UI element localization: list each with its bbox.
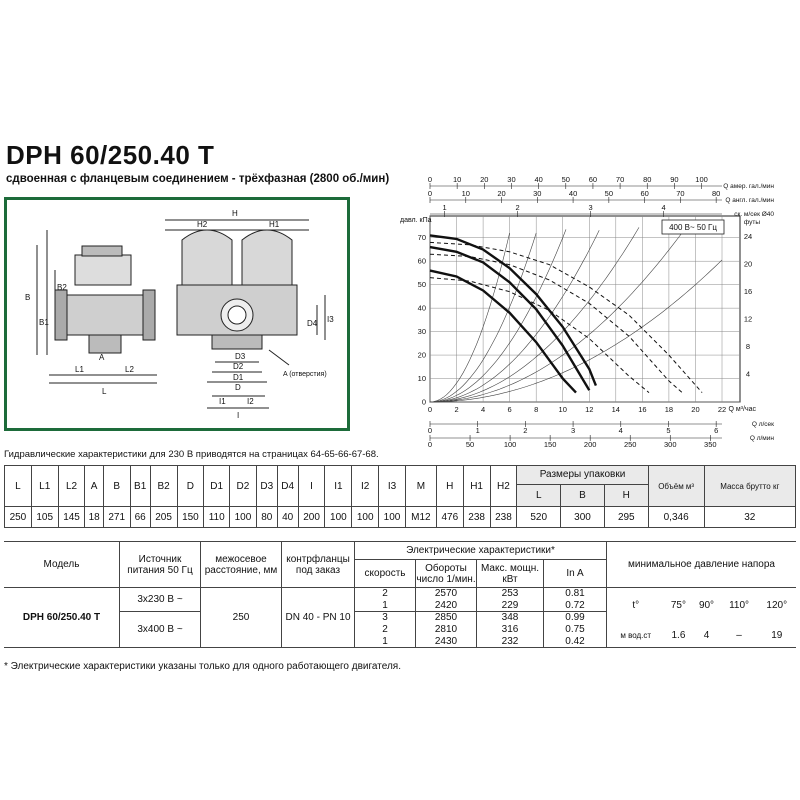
y-tick-label: 40 bbox=[417, 303, 426, 313]
temp-cell: t° bbox=[607, 588, 665, 624]
dim-label-b1: B1 bbox=[39, 318, 49, 327]
right-tick-label: 8 bbox=[745, 342, 751, 351]
dim-label-b2: B2 bbox=[57, 283, 67, 292]
power-230: 3x230 В ~ bbox=[120, 588, 201, 612]
kw-cell: 348 bbox=[477, 612, 544, 624]
top-tick-label: 10 bbox=[452, 175, 462, 184]
y-tick-label: 60 bbox=[417, 256, 426, 266]
pack-sub-label: H bbox=[622, 490, 630, 501]
rpm-cell: 2810 bbox=[416, 624, 477, 636]
dim-header-cell: H1 bbox=[463, 466, 490, 507]
kw-cell: 232 bbox=[477, 636, 544, 648]
h-elec: Электрические характеристики* bbox=[355, 542, 607, 560]
pack-value-cell: 300 bbox=[561, 507, 605, 528]
motor-side bbox=[75, 255, 131, 285]
electrical-table bbox=[4, 541, 796, 648]
x-tick-label: 16 bbox=[638, 405, 647, 414]
top-tick-label: 4 bbox=[661, 203, 666, 212]
top-axis-label: ск. м/сек Ø40 bbox=[734, 211, 774, 218]
top-tick-label: 10 bbox=[461, 189, 470, 198]
dim-label-d2: D2 bbox=[233, 362, 244, 371]
dim-label-d4: D4 bbox=[307, 319, 318, 328]
pack-sub-label: L bbox=[517, 485, 561, 506]
press-cell: – bbox=[721, 624, 758, 648]
dim-value-cell: 100 bbox=[325, 507, 352, 528]
h-speed: скорость bbox=[355, 560, 416, 588]
bottom-tick-label: 6 bbox=[714, 426, 719, 435]
dim-value-cell: 476 bbox=[436, 507, 463, 528]
h-flange: контрфланцы под заказ bbox=[282, 542, 355, 588]
top-tick-label: 100 bbox=[695, 175, 708, 184]
bottom-axis-label: Q л/сек bbox=[751, 421, 774, 428]
bottom-tick-label: 2 bbox=[523, 426, 528, 435]
mass-header: Масса брутто кг bbox=[704, 466, 795, 507]
top-tick-label: 80 bbox=[711, 189, 721, 198]
series-curve-4 bbox=[430, 242, 702, 392]
bottom-tick-label: 300 bbox=[664, 440, 677, 449]
press-cell: м вод.ст bbox=[607, 624, 665, 648]
h-axis: межосевое расстояние, мм bbox=[201, 542, 282, 588]
dim-label-i1: I1 bbox=[219, 397, 226, 406]
dim-header-cell: L2 bbox=[58, 466, 85, 507]
top-axis-label: Q амер. гал./мин bbox=[723, 183, 774, 190]
x-tick-label: 10 bbox=[558, 405, 567, 414]
bottom-tick-label: 0 bbox=[427, 426, 433, 435]
x-tick-label: 6 bbox=[507, 405, 512, 414]
system-curve bbox=[430, 230, 599, 402]
dim-label-h1: H1 bbox=[269, 220, 280, 229]
dim-header-cell: L bbox=[5, 466, 32, 507]
h-model: Модель bbox=[4, 542, 120, 588]
dim-header-cell: I bbox=[298, 466, 325, 507]
top-tick-label: 50 bbox=[561, 175, 570, 184]
dim-value-cell: 145 bbox=[58, 507, 85, 528]
bottom-axis-label: Q л/мин bbox=[749, 435, 774, 442]
right-tick-label: 4 bbox=[745, 369, 751, 379]
dim-header-cell: D4 bbox=[277, 466, 298, 507]
top-tick-label: 30 bbox=[507, 175, 516, 184]
flange-cell: DN 40 - PN 10 bbox=[282, 588, 355, 648]
x-tick-label: 2 bbox=[454, 405, 459, 414]
bottom-tick-label: 1 bbox=[475, 426, 480, 435]
motor-left bbox=[182, 230, 232, 285]
dim-label-i2: I2 bbox=[247, 397, 254, 406]
dim-value-cell: 100 bbox=[230, 507, 257, 528]
top-tick-label: 30 bbox=[533, 189, 542, 198]
footnote: * Электрические характеристики указаны только для одного работающего двигателя. bbox=[4, 661, 401, 672]
top-tick-label: 20 bbox=[497, 189, 506, 198]
bottom-tick-label: 250 bbox=[623, 440, 637, 449]
bottom-tick-label: 150 bbox=[543, 440, 557, 449]
top-tick-label: 60 bbox=[640, 189, 649, 198]
dim-label-l1: L1 bbox=[75, 365, 84, 374]
dim-header-cell: I3 bbox=[379, 466, 406, 507]
bottom-tick-label: 0 bbox=[427, 440, 433, 449]
dim-value-cell: 100 bbox=[379, 507, 406, 528]
bottom-tick-label: 5 bbox=[666, 426, 671, 435]
dim-label-h: H bbox=[232, 209, 238, 218]
press-cell: 1.6 bbox=[664, 624, 692, 648]
pack-value-cell: 520 bbox=[517, 507, 561, 528]
dim-header-cell: I2 bbox=[352, 466, 379, 507]
top-tick-label: 70 bbox=[615, 175, 625, 184]
dim-header-cell: I1 bbox=[325, 466, 352, 507]
rpm-cell: 2850 bbox=[416, 612, 477, 624]
top-tick-label: 2 bbox=[515, 203, 520, 212]
pack-header: Размеры упаковки bbox=[517, 466, 647, 485]
y-axis-label: давл. кПа bbox=[400, 217, 432, 224]
dim-value-cell: 110 bbox=[204, 507, 230, 528]
bottom-tick-label: 200 bbox=[583, 440, 597, 449]
y-tick-label: 10 bbox=[417, 374, 426, 384]
x-tick-label: 18 bbox=[664, 405, 674, 414]
dim-label-a: A bbox=[99, 353, 105, 362]
dim-label-d1: D1 bbox=[233, 373, 244, 382]
axis-cell: 250 bbox=[201, 588, 282, 648]
dim-label-b: B bbox=[25, 293, 31, 302]
x-tick-label: 20 bbox=[691, 405, 700, 414]
dim-label-i3: I3 bbox=[327, 315, 334, 324]
top-tick-label: 20 bbox=[480, 175, 489, 184]
temp-cell: 110° bbox=[729, 600, 750, 612]
hydraulic-note: Гидравлические характеристики для 230 В приводятся на страницах 64-65-66-67-68. bbox=[4, 449, 379, 460]
y-tick-label: 20 bbox=[417, 350, 426, 360]
right-tick-label: 12 bbox=[743, 314, 753, 324]
mass-value: 32 bbox=[704, 507, 795, 528]
right-tick-label: 24 bbox=[743, 232, 753, 241]
bottom-tick-label: 4 bbox=[618, 426, 623, 435]
rpm-cell: 2430 bbox=[416, 636, 477, 648]
y-tick-label: 0 bbox=[421, 397, 426, 407]
temp-cell: 75° bbox=[670, 600, 686, 612]
pack-sub-label: B bbox=[561, 485, 605, 506]
dim-header-cell: H2 bbox=[490, 466, 517, 507]
top-tick-label: 90 bbox=[670, 175, 679, 184]
speed-cell: 2 bbox=[355, 588, 416, 600]
power-400: 3x400 В ~ bbox=[120, 612, 201, 648]
series-curve-1 bbox=[430, 235, 596, 385]
dim-label-l2: L2 bbox=[125, 365, 134, 374]
press-cell: 4 bbox=[692, 624, 720, 648]
series-curve-5 bbox=[430, 254, 682, 392]
dim-label-d3: D3 bbox=[235, 352, 246, 361]
dim-value-cell: 250 bbox=[5, 507, 32, 528]
system-curve bbox=[430, 229, 566, 402]
dim-header-cell: L1 bbox=[31, 466, 58, 507]
temp-cell: 90° bbox=[698, 600, 715, 612]
y-tick-label: 70 bbox=[417, 233, 426, 243]
x-tick-label: 8 bbox=[534, 405, 539, 414]
top-tick-label: 70 bbox=[676, 189, 685, 198]
dim-header-cell: B2 bbox=[150, 466, 177, 507]
dimensions-header-row bbox=[5, 466, 796, 507]
dim-value-cell: 18 bbox=[85, 507, 103, 528]
x-tick-label: 14 bbox=[611, 405, 620, 414]
dim-value-cell: 238 bbox=[490, 507, 517, 528]
dim-header-cell: B bbox=[103, 466, 130, 507]
h-rpm: Обороты число 1/мин. bbox=[416, 560, 477, 588]
dim-value-cell: 271 bbox=[103, 507, 130, 528]
dim-value-cell: 40 bbox=[277, 507, 298, 528]
motor-right bbox=[242, 230, 292, 285]
dim-label-d: D bbox=[235, 383, 241, 392]
top-axis-label: Q англ. гал./мин bbox=[725, 197, 774, 204]
y-tick-label: 30 bbox=[417, 327, 426, 337]
series-curve-6 bbox=[430, 278, 649, 393]
technical-drawing bbox=[4, 197, 350, 431]
kw-cell: 316 bbox=[477, 624, 544, 636]
top-tick-label: 0 bbox=[427, 175, 433, 184]
dim-value-cell: 205 bbox=[150, 507, 177, 528]
performance-chart bbox=[360, 175, 785, 449]
kw-cell: 229 bbox=[477, 600, 544, 612]
dim-value-cell: M12 bbox=[405, 507, 436, 528]
system-curve bbox=[430, 228, 686, 402]
dim-label-h2: H2 bbox=[197, 220, 208, 229]
top-tick-label: 50 bbox=[604, 189, 614, 198]
chart-series bbox=[430, 235, 702, 392]
kw-cell: 253 bbox=[477, 588, 544, 600]
dim-header-cell: D2 bbox=[230, 466, 257, 507]
right-tick-label: 16 bbox=[743, 287, 753, 296]
speed-cell: 2 bbox=[355, 624, 416, 636]
x-tick-label: 22 bbox=[717, 405, 727, 414]
in-cell: 0.72 bbox=[544, 600, 607, 612]
dim-header-cell: M bbox=[405, 466, 436, 507]
legend-label: 400 В~ 50 Гц bbox=[669, 223, 717, 232]
temp-cell: 120° bbox=[766, 600, 788, 612]
dim-value-cell: 100 bbox=[352, 507, 379, 528]
dim-header-cell: D1 bbox=[204, 466, 230, 507]
bottom-tick-label: 100 bbox=[503, 440, 517, 449]
dim-header-cell: H bbox=[436, 466, 463, 507]
dim-label-i: I bbox=[237, 411, 240, 420]
dim-header-cell: A bbox=[85, 466, 103, 507]
dim-label-l: L bbox=[102, 387, 107, 396]
top-tick-label: 60 bbox=[588, 175, 598, 184]
volume-header: Объём м³ bbox=[648, 466, 704, 507]
dim-value-cell: 80 bbox=[256, 507, 277, 528]
drawing-svg bbox=[7, 200, 347, 428]
page-subtitle: сдвоенная с фланцевым соединением - трёхфазная (2800 об./мин) bbox=[6, 173, 390, 185]
dim-header-cell: D3 bbox=[256, 466, 277, 507]
top-tick-label: 40 bbox=[568, 189, 578, 198]
top-tick-label: 3 bbox=[588, 203, 593, 212]
right-axis-label: футы bbox=[743, 219, 761, 226]
h-min-pressure: минимальное давление напора bbox=[607, 542, 797, 588]
speed-cell: 1 bbox=[355, 636, 416, 648]
dimensions-table bbox=[4, 465, 796, 528]
dim-value-cell: 150 bbox=[177, 507, 204, 528]
rpm-cell: 2570 bbox=[416, 588, 477, 600]
system-curve bbox=[430, 260, 722, 402]
dimensions-value-row bbox=[5, 507, 796, 528]
x-axis-label: Q м³/час bbox=[728, 406, 756, 413]
h-kw: Макс. мощн. кВт bbox=[477, 560, 544, 588]
dim-value-cell: 105 bbox=[31, 507, 58, 528]
h-in: In A bbox=[544, 560, 607, 588]
x-tick-label: 0 bbox=[427, 405, 433, 414]
top-tick-label: 80 bbox=[643, 175, 652, 184]
bottom-tick-label: 50 bbox=[465, 440, 475, 449]
hole-label: A (отверстия) bbox=[283, 371, 327, 378]
plot-frame bbox=[430, 216, 740, 402]
pack-value-cell: 295 bbox=[604, 507, 648, 528]
bottom-tick-label: 3 bbox=[570, 426, 576, 435]
page-title: DPH 60/250.40 T bbox=[6, 140, 215, 170]
pack-header-cell bbox=[517, 466, 648, 507]
right-tick-label: 20 bbox=[743, 259, 753, 269]
top-tick-label: 1 bbox=[442, 203, 447, 212]
x-tick-label: 4 bbox=[481, 405, 486, 414]
top-tick-label: 40 bbox=[534, 175, 543, 184]
pump-body-side bbox=[65, 295, 145, 335]
chart-grid bbox=[427, 183, 740, 441]
dim-value-cell: 200 bbox=[298, 507, 325, 528]
dim-value-cell: 238 bbox=[463, 507, 490, 528]
h-power: Источник питания 50 Гц bbox=[120, 542, 201, 588]
in-cell: 0.99 bbox=[565, 612, 585, 624]
in-cell: 0.81 bbox=[565, 588, 585, 600]
speed-cell: 1 bbox=[355, 600, 416, 612]
press-cell: 19 bbox=[758, 624, 796, 648]
in-cell: 0.75 bbox=[565, 624, 585, 635]
dim-value-cell: 66 bbox=[130, 507, 150, 528]
rpm-cell: 2420 bbox=[416, 600, 477, 612]
volume-value: 0,346 bbox=[648, 507, 704, 528]
speed-cell: 3 bbox=[355, 612, 416, 624]
in-cell: 0.42 bbox=[544, 636, 607, 648]
dim-header-cell: B1 bbox=[130, 466, 150, 507]
top-tick-label: 0 bbox=[427, 189, 433, 198]
bottom-tick-label: 350 bbox=[704, 440, 717, 449]
dim-header-cell: D bbox=[177, 466, 204, 507]
model-cell: DPH 60/250.40 T bbox=[4, 588, 120, 648]
x-tick-label: 12 bbox=[585, 405, 594, 414]
y-tick-label: 50 bbox=[417, 280, 426, 290]
